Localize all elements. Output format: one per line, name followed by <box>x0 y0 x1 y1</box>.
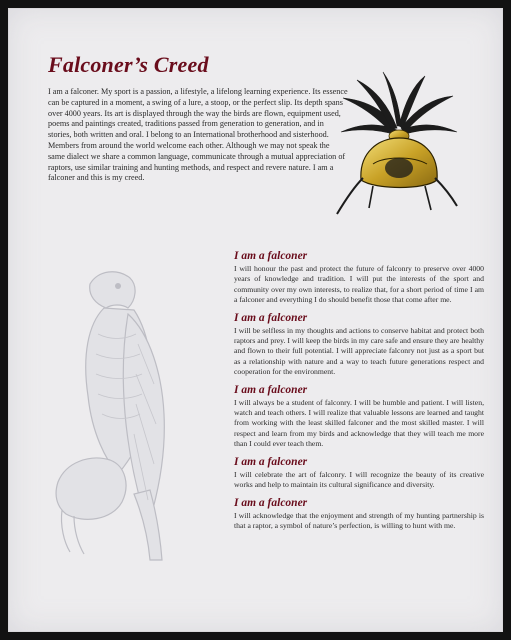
section-heading: I am a falconer <box>234 496 308 509</box>
section-text: I will be selfless in my thoughts and actions to conserve habitat and protect both raptors and prey. I will keep the birds in my care safe and ensure they are healthy and flown to their full potential. I will appreciate falconry not just as a sport but as a relationship with nature and a way to teach future generations respect and cooperation for the environment. <box>234 325 484 377</box>
section-text: I will acknowledge that the enjoyment and strength of my hunting partnership is that a raptor, a symbol of nature’s perfection, is willing to hunt with me. <box>234 510 484 530</box>
section-text: I will always be a student of falconry. I will be humble and patient. I will listen, watch and teach others. I will realize that valuable lessons are learned and taught from working with the least skilled falconer and the most skilled master. I will respect and learn from my birds and acknowledge that they will teach me more than I could ever teach them. <box>234 397 484 449</box>
creed-section <box>234 497 484 532</box>
section-heading: I am a falconer <box>234 311 308 324</box>
section-heading: I am a falconer <box>234 250 308 262</box>
section-text: I will honour the past and protect the future of falconry to preserve over 4000 years of knowledge and tradition. I will put the interests of the sport and community over my own interests, to realize that, for a short period of time I am a falconer and everything I do should benefit those that come after me. <box>234 264 484 305</box>
section-heading: I am a falconer <box>234 455 308 468</box>
creed-sections <box>234 250 484 534</box>
section-text: I will celebrate the art of falconry. I will recognize the beauty of its creative works and help to maintain its cultural significance and diversity. <box>234 469 484 490</box>
intro-paragraph: I am a falconer. My sport is a passion, a lifestyle, a lifelong learning experience. Its essence can be captured in a moment, a swing of a lure, a stoop, or the perfect slip. Its depth spans over 4000 years. Its art is displayed through the way the birds are flown, equipment used, poems and paintings created, traditions passed from generation to generation, and in stories, both written and oral. I belong to an International brotherhood and sisterhood. Members from around the world welcome each other. Although we may not speak the same dialect we share a common language, communicate through a mutual appreciation of raptors, use similar training and hunting methods, and respect and revere nature. I am a falconer and this is my creed. <box>48 87 348 183</box>
creed-page <box>8 8 503 632</box>
embossed-falcon-on-glove-icon <box>38 264 208 566</box>
page-title: Falconer’s Creed <box>48 52 209 77</box>
section-heading: I am a falconer <box>234 383 308 396</box>
creed-section <box>234 250 484 306</box>
creed-section <box>234 384 484 450</box>
falcon-hood-plume-icon <box>333 68 461 218</box>
creed-section <box>234 456 484 491</box>
creed-section <box>234 312 484 378</box>
